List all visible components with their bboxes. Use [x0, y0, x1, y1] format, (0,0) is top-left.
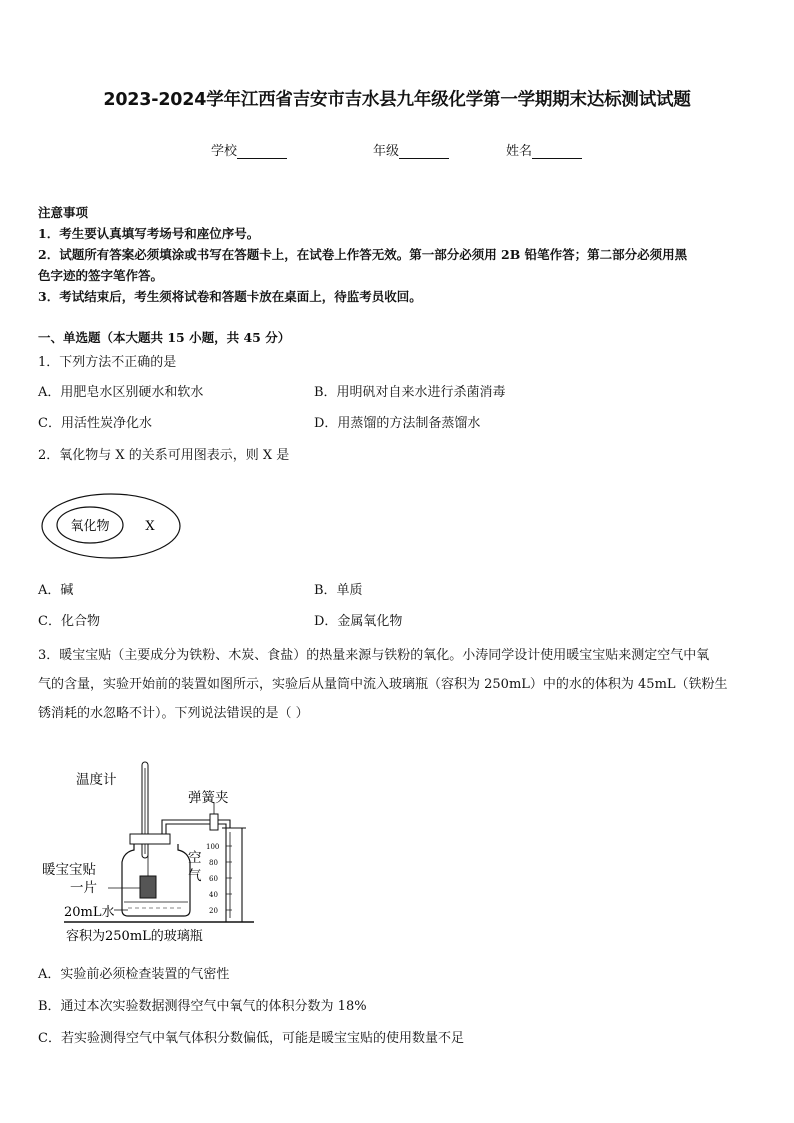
- inner-label: 氧化物: [70, 519, 110, 534]
- svg-text:40: 40: [209, 891, 218, 899]
- svg-text:100: 100: [206, 843, 220, 851]
- pad-label-2: 一片: [70, 880, 97, 896]
- q1-option-b: B．用明矾对自来水进行杀菌消毒: [314, 385, 506, 400]
- q1-option-d: D．用蒸馏的方法制备蒸馏水: [314, 416, 481, 431]
- notice-item: 1．考生要认真填写考场号和座位序号。: [38, 226, 260, 241]
- experiment-figure: [36, 758, 276, 948]
- question-3-stem: 3．暖宝宝贴（主要成分为铁粉、木炭、食盐）的热量来源与铁粉的氧化。小涛同学设计使用暖宝宝贴来测定空气中氧 气的含量，实验开始前的装置如图所示，实验后从量筒中流入玻璃瓶（容积为 250mL）中的水的体积为 45mL（铁粉生 锈消耗的水忽略不计）。下列说法错误的是（ ）: [38, 648, 728, 721]
- q3-option-a: A．实验前必须检查装置的气密性: [38, 967, 230, 982]
- question-2-stem: 2．氧化物与 X 的关系可用图表示，则 X 是: [38, 448, 290, 463]
- air-label-2: 气: [188, 868, 202, 884]
- q1-option-a: A．用肥皂水区别硬水和软水: [38, 385, 204, 400]
- bottle-label: 容积为250mL的玻璃瓶: [66, 929, 203, 944]
- outer-ellipse: [42, 494, 180, 558]
- school-field: 学校: [211, 140, 287, 159]
- q1-option-c: C．用活性炭净化水: [38, 416, 152, 431]
- notice-item: 2．试题所有答案必须填涂或书写在答题卡上，在试卷上作答无效。第一部分必须用 2B 铅笔作答；第二部分必须用黑: [38, 247, 688, 262]
- notice-item: 3．考试结束后，考生须将试卷和答题卡放在桌面上，待监考员收回。: [38, 289, 422, 304]
- air-label-1: 空: [188, 850, 202, 866]
- question-1-stem: 1．下列方法不正确的是: [38, 355, 177, 370]
- outer-label: X: [145, 519, 155, 534]
- water-label: 20mL水: [64, 905, 115, 920]
- svg-text:20: 20: [209, 907, 218, 915]
- page-title: 2023-2024学年江西省吉安市吉水县九年级化学第一学期期末达标测试试题: [103, 90, 691, 110]
- notice-item: 色字迹的签字笔作答。: [38, 268, 164, 283]
- venn-diagram: [40, 492, 185, 562]
- q2-option-c: C．化合物: [38, 614, 100, 629]
- notice-heading: 注意事项: [38, 205, 89, 220]
- q2-option-b: B．单质: [314, 583, 363, 598]
- q3-option-b: B．通过本次实验数据测得空气中氧气的体积分数为 18%: [38, 999, 367, 1014]
- clip-label: 弹簧夹: [188, 790, 229, 806]
- svg-text:80: 80: [209, 859, 218, 867]
- pad-label-1: 暖宝宝贴: [42, 862, 96, 878]
- q2-option-a: A．碱: [38, 583, 74, 598]
- grade-field: 年级: [373, 140, 449, 159]
- q3-option-c: C．若实验测得空气中氧气体积分数偏低，可能是暖宝宝贴的使用数量不足: [38, 1031, 464, 1046]
- name-field: 姓名: [506, 140, 582, 159]
- section-heading: 一、单选题（本大题共 15 小题，共 45 分）: [38, 330, 291, 345]
- q2-option-d: D．金属氧化物: [314, 614, 403, 629]
- thermometer-label: 温度计: [76, 772, 117, 788]
- svg-text:60: 60: [209, 875, 218, 883]
